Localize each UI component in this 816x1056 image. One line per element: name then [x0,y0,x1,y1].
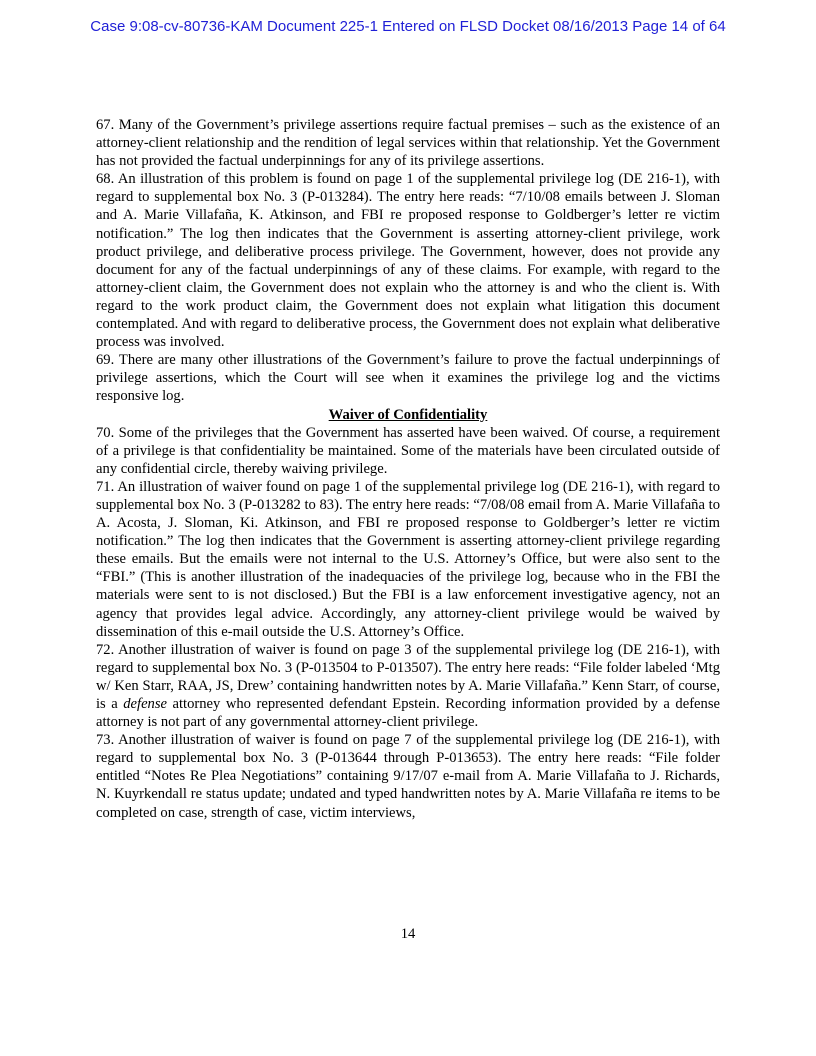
paragraph-72 [96,641,720,731]
paragraph-72-text-a: 72. Another illustration of waiver is found on page 3 of the supplemental privilege log (DE 216-1), with regard to supplemental box No. 3 (P-013504 to P-013507). The entry here reads: “File folder labeled ‘Mtg w/ Ken Starr, RAA, JS, Drew’ containing handwritten notes by A. Marie Villafaña.” Kenn Starr, of course, is a [96,641,720,712]
paragraph-68: 68. An illustration of this problem is found on page 1 of the supplemental privilege log (DE 216-1), with regard to supplemental box No. 3 (P-013284). The entry here reads: “7/10/08 emails between J. Sloman and A. Marie Villafaña, K. Atkinson, and FBI re proposed response to Goldberger’s letter re victim notification.” The log then indicates that the Government is asserting attorney-client privilege, work product privilege, and deliberative process privilege. The Government, however, does not provide any document for any of the factual underpinnings of any of these claims. For example, with regard to the attorney-client claim, the Government does not explain who the attorney is and who the client is. With regard to the work product claim, the Government does not explain what litigation this document contemplated. And with regard to deliberative process, the Government does not explain what deliberative process was involved. [96,171,720,351]
paragraph-71: 71. An illustration of waiver found on page 1 of the supplemental privilege log (DE 216-1), with regard to supplemental box No. 3 (P-013282 to 83). The entry here reads: “7/08/08 email from A. Marie Villafaña to A. Acosta, J. Sloman, Ki. Atkinson, and FBI re proposed response to Goldberger’s letter re victim notification.” The log then indicates that the Government is asserting attorney-client privilege regarding these emails. But the emails were not internal to the U.S. Attorney’s Office, but were also sent to the “FBI.” (This is another illustration of the inadequacies of the privilege log, because who in the FBI the materials were sent to is not disclosed.) But the FBI is a law enforcement investigative agency, not an agency that provides legal advice. Accordingly, any attorney-client privilege would be waived by dissemination of this e-mail outside the U.S. Attorney’s Office. [96,478,720,640]
section-heading-waiver: Waiver of Confidentiality [328,406,488,423]
paragraph-73: 73. Another illustration of waiver is found on page 7 of the supplemental privilege log (DE 216-1), with regard to supplemental box No. 3 (P-013644 through P-013653). The entry here reads: “File folder entitled “Notes Re Plea Negotiations” containing 9/17/07 e-mail from A. Marie Villafaña to J. Richards, N. Kuyrkendall re status update; undated and typed handwritten notes by A. Marie Villafaña re items to be completed on case, strength of case, victim interviews, [96,732,720,821]
paragraph-72-emphasis: defense [123,696,167,712]
docket-header-stamp: Case 9:08-cv-80736-KAM Document 225-1 Entered on FLSD Docket 08/16/2013 Page 14 of 64 [90,18,726,35]
paragraph-67: 67. Many of the Government’s privilege assertions require factual premises – such as the existence of an attorney-client relationship and the rendition of legal services within that relationship. Yet the Government has not provided the factual underpinnings for any of its privilege assertions. [96,117,720,170]
paragraph-72-text-b: attorney who represented defendant Epstein. Recording information provided by a defense attorney is not part of any governmental attorney-client privilege. [96,696,720,731]
page-number: 14 [400,926,416,942]
document-body [96,116,720,822]
paragraph-70: 70. Some of the privileges that the Government has asserted have been waived. Of course, a requirement of a privilege is that confidentiality be maintained. Some of the materials have been circulated outside of any confidential circle, thereby waiving privilege. [96,424,720,477]
paragraph-69: 69. There are many other illustrations of the Government’s failure to prove the factual underpinnings of privilege assertions, which the Court will see when it examines the privilege log and the victims responsive log. [96,352,720,405]
